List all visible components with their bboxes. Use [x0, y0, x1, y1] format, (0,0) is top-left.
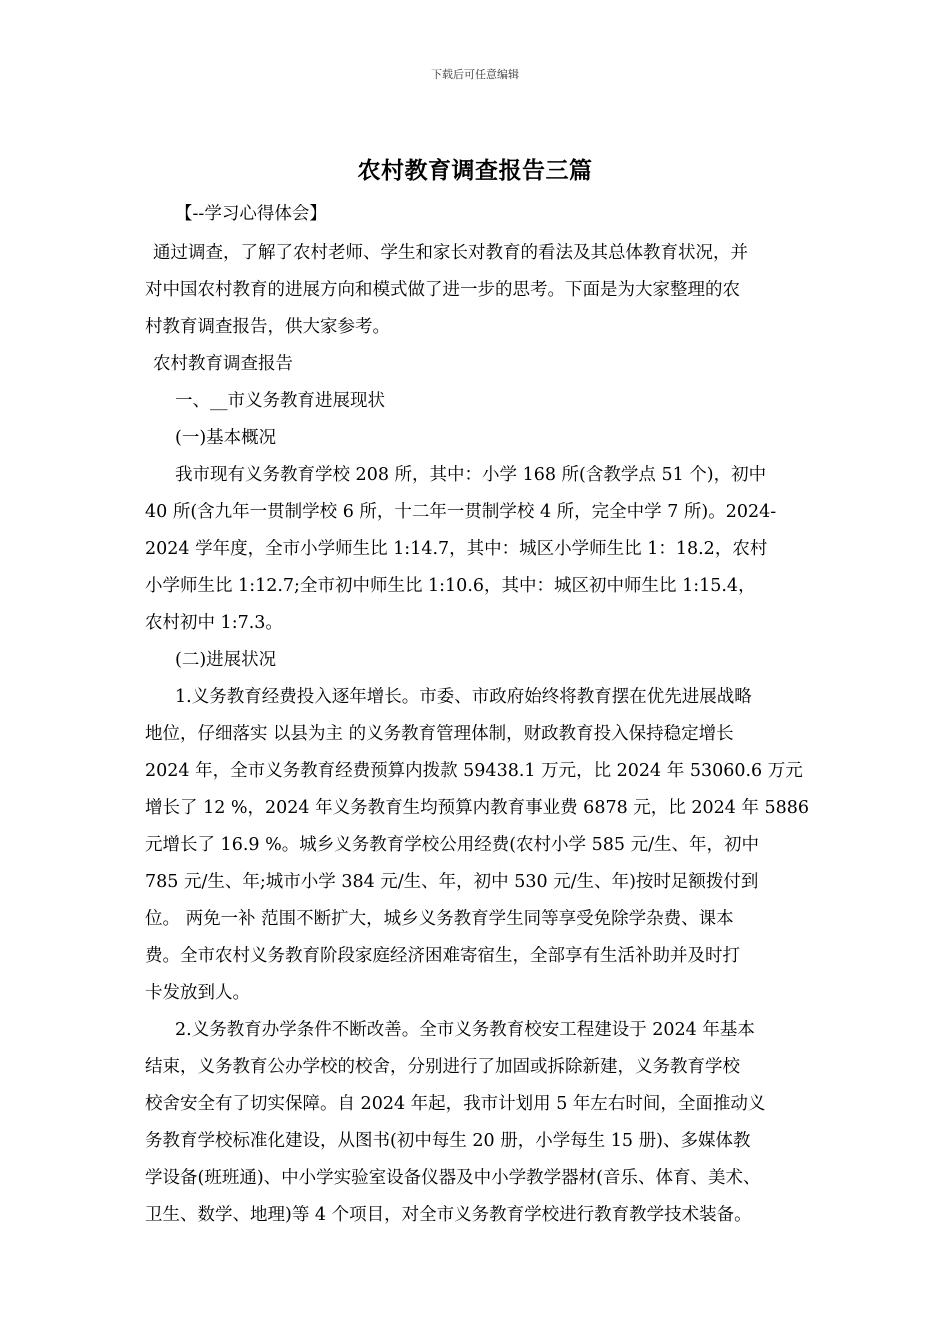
paragraph-line: 785 元/生、年;城市小学 384 元/生、年，初中 530 元/生、年)按时足额拨付到	[145, 872, 759, 892]
paragraph-line: 2.义务教育办学条件不断改善。全市义务教育校安工程建设于 2024 年基本	[175, 1020, 755, 1040]
paragraph-line: 1.义务教育经费投入逐年增长。市委、市政府始终将教育摆在优先进展战略	[175, 687, 752, 707]
page-header-note: 下载后可任意编辑	[431, 68, 519, 81]
paragraph-line: 地位，仔细落实 以县为主 的义务教育管理体制，财政教育投入保持稳定增长	[145, 724, 734, 744]
paragraph-line: 增长了 12 %，2024 年义务教育生均预算内教育事业费 6878 元，比 2024 年 5886	[145, 798, 810, 818]
paragraph-line: 费。全市农村义务教育阶段家庭经济困难寄宿生，全部享有生活补助并及时打	[145, 946, 740, 966]
category-tag: 【--学习心得体会】	[175, 204, 327, 224]
paragraph-line: 卫生、数学、地理)等 4 个项目，对全市义务教育学校进行教育教学技术装备。	[145, 1205, 752, 1225]
report-heading: 农村教育调查报告	[153, 354, 293, 374]
paragraph-line: 结束，义务教育公办学校的校舍，分别进行了加固或拆除新建，义务教育学校	[145, 1057, 740, 1077]
paragraph-line: 40 所(含九年一贯制学校 6 所，十二年一贯制学校 4 所，完全中学 7 所)。2024-	[145, 502, 777, 522]
item-2-paragraph	[145, 1012, 825, 1234]
paragraph-line: 2024 学年度，全市小学师生比 1:14.7，其中：城区小学师生比 1：18.2，农村	[145, 539, 768, 559]
section-heading-1: 一、__市义务教育进展现状	[175, 391, 385, 411]
document-body	[145, 196, 825, 1234]
paragraph-line: 务教育学校标准化建设，从图书(初中每生 20 册，小学每生 15 册)、多媒体教	[145, 1131, 751, 1151]
intro-line: 通过调查，了解了农村老师、学生和家长对教育的看法及其总体教育状况，并	[153, 243, 748, 263]
paragraph-line: 卡发放到人。	[145, 983, 250, 1003]
intro-line: 村教育调查报告，供大家参考。	[145, 317, 390, 337]
document-title: 农村教育调查报告三篇	[357, 158, 593, 184]
paragraph-line: 农村初中 1:7.3。	[145, 613, 283, 633]
intro-paragraph	[145, 235, 825, 346]
paragraph-line: 学设备(班班通)、中小学实验室设备仪器及中小学教学器材(音乐、体育、美术、	[145, 1168, 761, 1188]
paragraph-line: 小学师生比 1:12.7;全市初中师生比 1:10.6，其中：城区初中师生比 1:15.4，	[145, 576, 756, 596]
paragraph-line: 位。 两免一补 范围不断扩大，城乡义务教育学生同等享受免除学杂费、课本	[145, 909, 734, 929]
paragraph-line: 校舍安全有了切实保障。自 2024 年起，我市计划用 5 年左右时间，全面推动义	[145, 1094, 766, 1114]
item-1-paragraph	[145, 679, 825, 1012]
subsection-heading-2: (二)进展状况	[175, 650, 277, 670]
intro-line: 对中国农村教育的进展方向和模式做了进一步的思考。下面是为大家整理的农	[145, 280, 740, 300]
paragraph-line: 2024 年，全市义务教育经费预算内拨款 59438.1 万元，比 2024 年 53060.6 万元	[145, 761, 803, 781]
paragraph-line: 我市现有义务教育学校 208 所，其中：小学 168 所(含教学点 51 个)，初中	[175, 465, 767, 485]
basic-overview-paragraph	[145, 457, 825, 642]
paragraph-line: 元增长了 16.9 %。城乡义务教育学校公用经费(农村小学 585 元/生、年，初中	[145, 835, 759, 855]
subsection-heading-1: (一)基本概况	[175, 428, 277, 448]
